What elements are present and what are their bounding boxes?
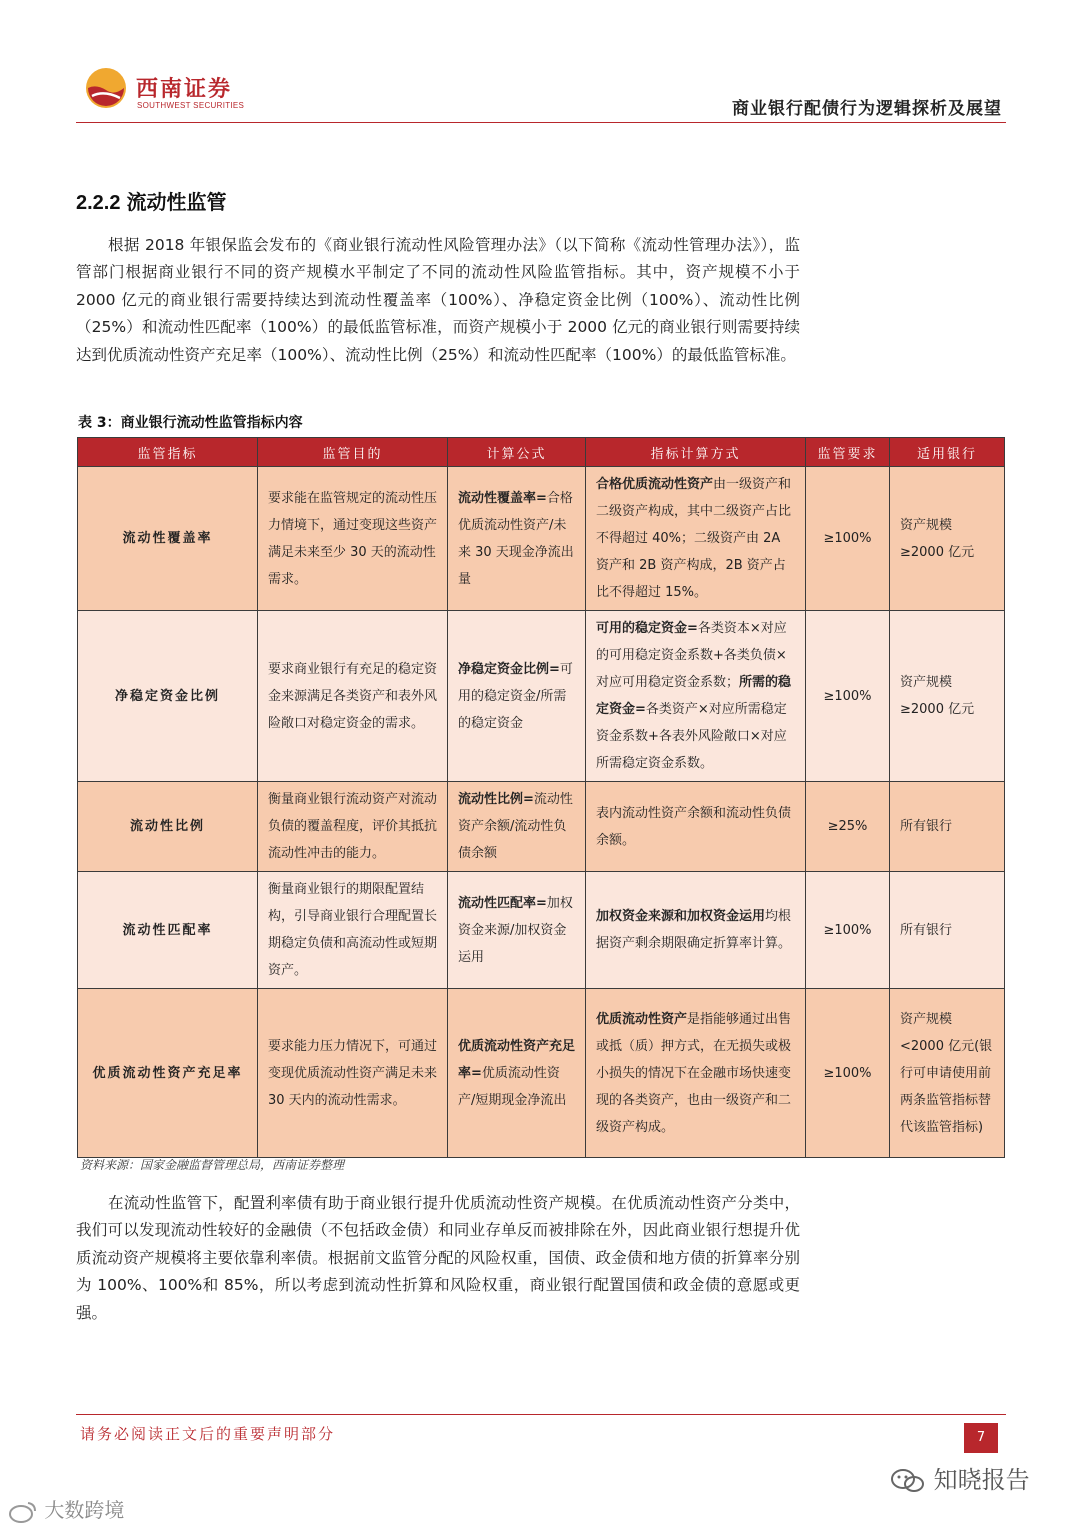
- report-title: 商业银行配债行为逻辑探析及展望: [732, 99, 1002, 119]
- watermark-left: [8, 1494, 124, 1524]
- formula-text: 优质流动性资产/短期现金净流出: [458, 1065, 567, 1108]
- applicable-banks: 所有银行: [890, 782, 1005, 872]
- indicator-requirement: ≥100%: [806, 611, 890, 782]
- page-footer: [76, 1414, 1006, 1445]
- method-label-2: 所需的稳定资金=: [596, 675, 792, 717]
- page-header: [76, 60, 1006, 123]
- watermark-right-text: 知晓报告: [933, 1466, 1030, 1494]
- indicator-requirement: ≥25%: [806, 782, 890, 872]
- header-indicator: 监管指标: [78, 438, 258, 467]
- formula-text: 合格优质流动性资产/未来 30 天现金净流出量: [458, 490, 574, 587]
- indicator-method: [586, 611, 806, 782]
- formula-label: 净稳定资金比例=: [458, 661, 560, 677]
- paragraph-analysis: 在流动性监管下，配置利率债有助于商业银行提升优质流动性资产规模。在优质流动性资产分类中，我们可以发现流动性较好的金融债（不包括政金债）和同业存单反而被排除在外，因此商业银行想提升优质流动资产规模将主要依靠利率债。根据前文监管分配的风险权重，国债、政金债和地方债的折算率分别为 100%、100%和 85%，所以考虑到流动性折算和风险权重，商业银行配置国债和政金债的意愿或更强。: [76, 1194, 800, 1322]
- table-row: [78, 872, 1005, 989]
- indicator-purpose: 要求商业银行有充足的稳定资金来源满足各类资产和表外风险敞口对稳定资金的需求。: [258, 611, 448, 782]
- indicator-method: [586, 872, 806, 989]
- indicator-requirement: ≥100%: [806, 872, 890, 989]
- logo-english-name: SOUTHWEST SECURITIES: [137, 101, 245, 110]
- header-requirement: 监管要求: [806, 438, 890, 467]
- page-number: 7: [964, 1423, 998, 1453]
- applicable-banks: 资产规模≥2000 亿元: [890, 611, 1005, 782]
- applicable-banks: 资产规模<2000 亿元(银行可申请使用前两条监管指标替代该监管指标): [890, 989, 1005, 1158]
- method-label: 加权资金来源和加权资金运用: [596, 909, 766, 924]
- table-caption: 表 3：商业银行流动性监管指标内容: [78, 415, 303, 431]
- indicator-name: 优质流动性资产充足率: [78, 989, 258, 1158]
- indicator-formula: [448, 872, 586, 989]
- company-logo: [84, 66, 304, 114]
- method-text: 是指能够通过出售或抵（质）押方式，在无损失或极小损失的情况下在金融市场快速变现的各类资产，也由一级资产和二级资产构成。: [596, 1011, 792, 1135]
- formula-text: 流动性资产余额/流动性负债余额: [458, 792, 573, 861]
- formula-text: 加权资金来源/加权资金运用: [458, 895, 573, 965]
- weibo-icon: [8, 1500, 38, 1524]
- indicator-formula: [448, 611, 586, 782]
- method-text: 各类资本×对应的可用稳定资金系数+各类负债×对应可用稳定资金系数；: [596, 621, 787, 690]
- indicator-name: 流动性比例: [78, 782, 258, 872]
- method-label: 优质流动性资产: [596, 1011, 688, 1027]
- table-header-row: [78, 438, 1005, 467]
- method-label: 可用的稳定资金=: [596, 621, 698, 636]
- formula-label: 流动性覆盖率=: [458, 490, 547, 506]
- indicator-method: [586, 989, 806, 1158]
- header-banks: 适用银行: [890, 438, 1005, 467]
- table-source: 资料来源：国家金融监督管理总局，西南证券整理: [80, 1158, 345, 1172]
- applicable-banks: 资产规模≥2000 亿元: [890, 467, 1005, 611]
- indicator-formula: [448, 782, 586, 872]
- method-text-2: 各类资产×对应所需稳定资金系数+各表外风险敞口×对应所需稳定资金系数。: [596, 702, 787, 771]
- indicator-requirement: ≥100%: [806, 989, 890, 1158]
- indicator-name: 流动性匹配率: [78, 872, 258, 989]
- liquidity-indicator-table: [77, 437, 1005, 1158]
- indicator-purpose: 衡量商业银行流动资产对流动负债的覆盖程度，评价其抵抗流动性冲击的能力。: [258, 782, 448, 872]
- indicator-purpose: 衡量商业银行的期限配置结构，引导商业银行合理配置长期稳定负债和高流动性或短期资产。: [258, 872, 448, 989]
- header-method: 指标计算方式: [586, 438, 806, 467]
- method-label: 合格优质流动性资产: [596, 477, 714, 492]
- formula-label: 优质流动性资产充足率=: [458, 1038, 576, 1081]
- table-row: [78, 989, 1005, 1158]
- indicator-name: 净稳定资金比例: [78, 611, 258, 782]
- method-text: 均根据资产剩余期限确定折算率计算。: [596, 909, 792, 951]
- formula-label: 流动性比例=: [458, 792, 534, 807]
- table-row: [78, 611, 1005, 782]
- indicator-requirement: ≥100%: [806, 467, 890, 611]
- watermark-right: [890, 1460, 1030, 1495]
- section-title: 流动性监管: [126, 190, 227, 214]
- sun-logo-icon: [84, 66, 128, 110]
- section-heading: [76, 186, 226, 215]
- indicator-method: 表内流动性资产余额和流动性负债余额。: [586, 782, 806, 872]
- indicator-formula: [448, 989, 586, 1158]
- disclaimer-notice: 请务必阅读正文后的重要声明部分: [80, 1425, 336, 1443]
- paragraph-intro: 根据 2018 年银保监会发布的《商业银行流动性风险管理办法》（以下简称《流动性管理办法》），监管部门根据商业银行不同的资产规模水平制定了不同的流动性风险监管指标。其中，资产规模不小于 2000 亿元的商业银行需要持续达到流动性覆盖率（100%）、净稳定资金比例（100%）、流动性比例（25%）和流动性匹配率（100%）的最低监管标准，而资产规模小于 2000 亿元的商业银行则需要持续达到优质流动性资产充足率（100%）、流动性比例（25%）和流动性匹配率（100%）的最低监管标准。: [76, 236, 800, 364]
- table-row: [78, 467, 1005, 611]
- indicator-method: [586, 467, 806, 611]
- indicator-purpose: 要求能力压力情况下，可通过变现优质流动性资产满足未来 30 天内的流动性需求。: [258, 989, 448, 1158]
- formula-text: 可用的稳定资金/所需的稳定资金: [458, 661, 573, 731]
- indicator-formula: [448, 467, 586, 611]
- method-text: 由一级资产和二级资产构成，其中二级资产占比不得超过 40%；二级资产由 2A 资产和 2B 资产构成，2B 资产占比不得超过 15%。: [596, 477, 792, 600]
- table-row: [78, 782, 1005, 872]
- indicator-name: 流动性覆盖率: [78, 467, 258, 611]
- logo-chinese-name: 西南证券: [136, 76, 233, 102]
- formula-label: 流动性匹配率=: [458, 895, 547, 911]
- applicable-banks: 所有银行: [890, 872, 1005, 989]
- wechat-icon: [890, 1467, 926, 1495]
- header-formula: 计算公式: [448, 438, 586, 467]
- header-purpose: 监管目的: [258, 438, 448, 467]
- section-number: 2.2.2: [76, 192, 121, 214]
- watermark-left-text: 大数跨境: [44, 1498, 125, 1522]
- indicator-purpose: 要求能在监管规定的流动性压力情境下，通过变现这些资产满足未来至少 30 天的流动性需求。: [258, 467, 448, 611]
